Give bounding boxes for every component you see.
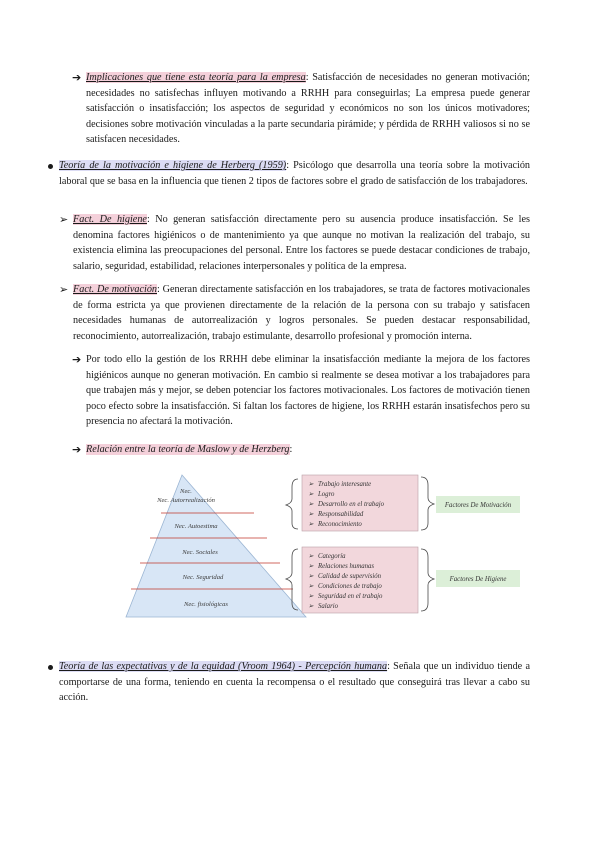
higiene-text: : No generan satisfacción directamente pero su ausencia produce insatisfacción. Se les denomina factores higiénicos o de mantenimiento ya que aunque no motivan la realización del trabajo, su existencia elimina las preocupaciones del personal. Entre los factores se puede destacar condiciones de trabajo, salario, seguridad, estabilidad, relaciones interpersonales y política de la empresa.	[73, 214, 530, 272]
pyramid-level-label: Nec. Seguridad	[182, 574, 224, 581]
pyramid-level-label: Nec. Autorrealización	[157, 497, 215, 504]
list-item: Responsabilidad	[318, 511, 364, 518]
motivation-factors-label: Factores De Motivación	[444, 502, 512, 509]
motivacion-text: : Generan directamente satisfacción en los trabajadores, se trata de factores motivacionales de forma estricta ya que provienen directamente de la relación de la persona con su trabajo y satisfacen necesidades humanas de autorrealización y logros personales. Se pueden destacar responsabilidad, reconocimiento, autorrealización, trabajo estimulante, desarrollo profesional y promoción interna.	[73, 284, 530, 342]
higiene-paragraph	[73, 212, 530, 274]
list-item-marker: ➢	[308, 583, 314, 590]
list-item-marker: ➢	[308, 511, 314, 518]
maslow-herzberg-diagram	[120, 465, 530, 625]
conclusion-paragraph	[86, 352, 530, 430]
herzberg-paragraph	[59, 158, 530, 189]
list-item: Logro	[318, 491, 335, 498]
list-item: Condiciones de trabajo	[318, 583, 382, 590]
arrow-icon: ➔	[72, 443, 82, 456]
pyramid-shape	[126, 475, 306, 617]
list-item: Desarrollo en el trabajo	[318, 501, 385, 508]
relacion-label: Relación entre la teoría de Maslow y de Herzberg	[86, 444, 290, 455]
herzberg-label: Teoría de la motivación e higiene de Herberg (1959)	[59, 160, 287, 171]
list-item-marker: ➢	[308, 573, 314, 580]
higiene-label: Fact. De higiene	[73, 214, 147, 225]
list-item: Trabajo interesante	[318, 481, 372, 488]
conclusion-text: Por todo ello la gestión de los RRHH debe eliminar la insatisfacción mediante la mejora de los factores higiénicos aunque no generan motivación. En cambio si realmente se desea motivar a los trabajadores para que trabajen más y mejor, se deben potenciar los factores motivacionales. Los factores de motivación tienen poco efecto sobre la insatisfacción. Si faltan los factores de higiene, los RRHH estarán insatisfechos pero su presencia no afectará la motivación.	[86, 354, 530, 428]
arrowhead-bullet-icon: ➢	[59, 213, 69, 226]
list-item-marker: ➢	[308, 491, 314, 498]
list-item-marker: ➢	[308, 521, 314, 528]
brace-shape	[286, 479, 298, 529]
bullet-icon	[48, 665, 53, 670]
implicaciones-text: : Satisfacción de necesidades no generan motivación; necesidades no satisfechas influyen motivando a RRHH para conseguirlas; La empresa puede generar satisfacción o insatisfacción; los aspectos de seguridad y económicos no son los únicos motivadores; decisiones sobre motivación vinculadas a la parte secundaria pirámide; y pérdida de RRHH valiosos si no se satisfacen necesidades.	[86, 72, 530, 146]
list-item-marker: ➢	[308, 603, 314, 610]
motivacion-paragraph	[73, 282, 530, 344]
pyramid-level-label: Nec. fisiológicas	[184, 601, 228, 608]
arrow-icon: ➔	[72, 353, 82, 366]
brace-shape	[421, 477, 434, 530]
pyramid-level-label: Nec.	[180, 488, 192, 495]
relacion-colon: :	[289, 444, 293, 455]
list-item: Salario	[318, 603, 339, 610]
pyramid-level-label: Nec. Autoestima	[174, 523, 218, 530]
implicaciones-label: Implicaciones que tiene esta teoría para la empresa	[86, 72, 306, 83]
arrow-icon: ➔	[72, 71, 82, 84]
motivacion-label: Fact. De motivación	[73, 284, 158, 295]
list-item-marker: ➢	[308, 481, 314, 488]
arrowhead-bullet-icon: ➢	[59, 283, 69, 296]
list-item-marker: ➢	[308, 563, 314, 570]
bullet-icon	[48, 164, 53, 169]
diagram-svg	[120, 465, 530, 625]
vroom-paragraph	[59, 659, 530, 706]
vroom-text: : Señala que un individuo tiende a comportarse de una forma, teniendo en cuenta la recompensa o el resultado que conseguirá tras llevar a cabo su acción.	[59, 661, 530, 704]
list-item-marker: ➢	[308, 593, 314, 600]
list-item-marker: ➢	[308, 553, 314, 560]
hygiene-factors-label: Factores De Higiene	[449, 576, 507, 583]
list-item-marker: ➢	[308, 501, 314, 508]
vroom-label: Teoría de las expectativas y de la equidad (Vroom 1964) - Percepción humana	[59, 661, 388, 672]
list-item: Reconocimiento	[318, 521, 362, 528]
list-item: Calidad de supervisión	[318, 573, 382, 580]
list-item: Relaciones humanas	[318, 563, 375, 570]
implicaciones-paragraph	[86, 70, 530, 148]
herzberg-text: : Psicólogo que desarrolla una teoría sobre la motivación laboral que se basa en la influencia que tienen 2 tipos de factores sobre el grado de satisfacción de los trabajadores.	[59, 160, 531, 187]
pyramid-level-label: Nec. Sociales	[182, 549, 218, 556]
relacion-heading	[86, 442, 530, 458]
list-item: Categoría	[318, 553, 346, 560]
brace-shape	[421, 549, 434, 611]
list-item: Seguridad en el trabajo	[318, 593, 383, 600]
